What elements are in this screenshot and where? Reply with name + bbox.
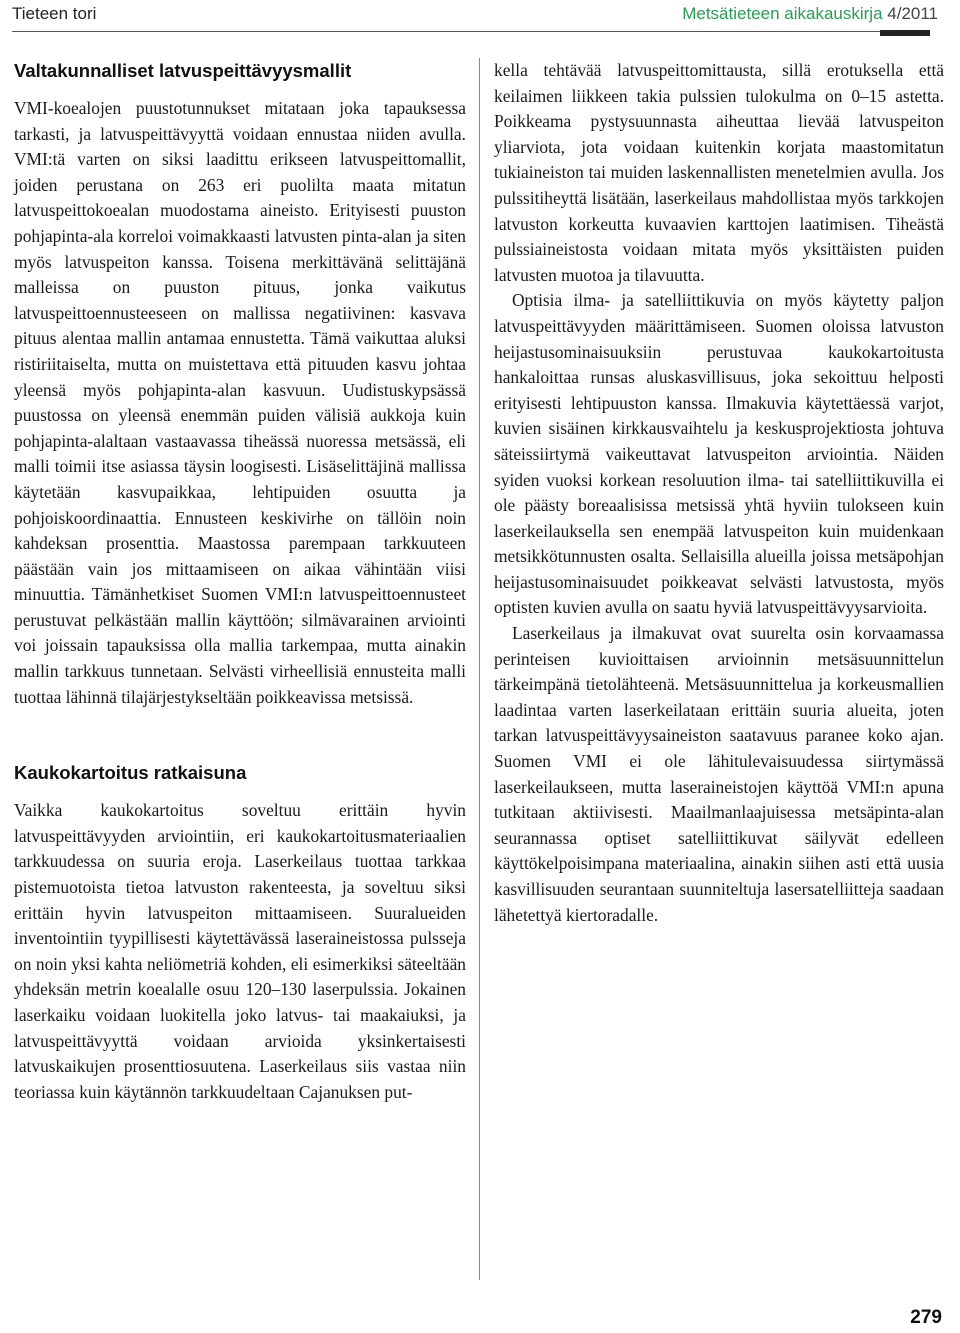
journal-issue: 4/2011: [887, 4, 938, 23]
page-number: 279: [910, 1307, 942, 1328]
column-divider: [479, 58, 480, 1280]
header-bar: [880, 30, 930, 36]
section-title: Tieteen tori: [12, 4, 97, 23]
section-heading-2: Kaukokartoitus ratkaisuna: [14, 762, 247, 784]
right-paragraph-2: Optisia ilma- ja satelliittikuvia on myös käytetty paljon latvuspeittävyyden määrittämiseen. Suomen oloissa latvuston heijastusominaisuuksiin perustuvaa kaukokartoitusta hankaloittaa runsas aluskasvillisuus, joka sekoittuu helposti erityisesti lehtipuuston kanssa. Ilmakuvia käytettäessä varjot, kuvien sisäinen kirkkausvaihtelu ja keskusprojektiosta johtuva säteissiirtymä vaikeuttavat latvuspeiton arviointia. Näiden syiden vuoksi korkean resoluution ilma- tai satelliittikuvilla ei ole päästy boreaalisissa metsissä yhtä hyviin tulokseen kuin laserkeilauksella sen enempää latvuspeiton kuin muidenkaan metsikkötunnusten osalta. Sellaisilla alueilla joissa metsäpohjan heijastusominaisuudet poikkeavat selvästi latvustosta, myös optisten kuvien avulla on saatu hyviä latvuspeittävyysarvioita.: [494, 290, 944, 618]
journal-info: [682, 4, 938, 24]
left-paragraph-1: VMI-koealojen puustotunnukset mitataan joka tapauksessa tarkasti, ja latvuspeittävyyttä voidaan ennustaa niiden avulla. VMI:tä varten on siksi laadittu erikseen latvuspeittomallit, joiden perustana on 263 eri puolilta maata mitatun latvuspeittokoealan muodostama aineisto. Erityisesti puuston pohjapinta-ala korreloi voimakkaasti latvusten pinta-alan ja siten myös latvuspeiton kanssa. Toisena merkittävänä selittäjänä malleissa on puuston pituus, jonka vaikutus latvuspeittoennusteeseen on mallissa negatiivinen: kasvava pituus alentaa mallin antamaa ennustetta. Tämä vaikuttaa aluksi ristiriitaiselta, mutta on muistettava että pituuden kasvu johtaa yleensä myös pohjapinta-alan kasvuun. Uudistuskypsässä puustossa on yleensä enemmän puiden välisiä aukkoja kuin pohjapinta-alaltaan vastaavassa tiheässä nuoressa metsässä, eli malli toimii itse asiassa täysin loogisesti. Lisäselittäjinä mallissa käytetään kasvupaikkaa, lehtipuiden osuutta ja pohjoiskoordinaattia. Ennusteen keskivirhe on tällöin noin kahdeksan prosenttia. Maastossa parempaan tarkkuuteen päästään vain jos mittaamiseen on aikaa vähintään viisi minuuttia. Tämänhetkiset Suomen VMI:n latvuspeittoennusteet perustuvat pelkästään mallin käyttöön; silmävarainen arviointi voi joissain tapauksissa olla mallia tarkempaa, mutta ainakin mallin tarkkuus tunnetaan. Selvästi virheellisiä ennusteita malli tuottaa lähinnä tilajärjestykseltään poikkeavissa metsissä.: [14, 98, 466, 707]
page-header: [0, 0, 960, 36]
left-paragraph-2: Vaikka kaukokartoitus soveltuu erittäin hyvin latvuspeittävyyden arviointiin, eri kaukokartoitusmateriaalien tarkkuudessa on suuria eroja. Laserkeilaus tuottaa tarkkaa pistemuotoista tietoa latvuston rakenteesta, ja soveltuu siksi erittäin hyvin latvuspeiton mittaamiseen. Suuralueiden inventointiin tyypillisesti käytettävässä laseraineistossa pulsseja on noin yksi kahta neliömetriä kohden, eli esimerkiksi säteeltään yhdeksän metrin koealalle osuu 120–130 laserpulssia. Jokainen laserkaiku voidaan luokitella joko latvus- tai maakaiuksi, ja latvuspeittävyyttä voidaan arvioida yksinkertaisesti latvuskaikujen prosenttiosuutena. Laserkeilaus siis vastaa niin teoriassa kuin käytännön tarkkuudeltaan Cajanuksen put-: [14, 800, 466, 1102]
right-paragraph-3: Laserkeilaus ja ilmakuvat ovat suurelta osin korvaamassa perinteisen kuvioittaisen arvioinnin metsäsuunnittelun tärkeimpänä tietolähteenä. Metsäsuunnittelua ja korkeusmallien laadintaa varten laserkeilataan erittäin suuria alueita, joten tarkan latvuspeittävyysaineiston saatavuus paranee koko ajan. Suomen VMI ei ole lähitulevaisuudessa siirtymässä laserkeilaukseen, mutta laseraineistojen käyttöä VMI:n apuna tutkitaan aktiivisesti. Maailmanlaajuisessa metsäpinta-alan seurannassa optiset satelliittikuvat säilyvät edelleen käyttökelpoisimpana materiaalina, ainakin siihen asti että uusia kasvillisuuden seurantaan suunniteltuja lasersatelliitteja saadaan lähetettyä kiertoradalle.: [494, 623, 944, 925]
section-heading-1: Valtakunnalliset latvuspeittävyysmallit: [14, 60, 352, 81]
left-column: [14, 58, 466, 1105]
right-column: [494, 58, 944, 928]
header-rule: [12, 31, 930, 32]
journal-name: Metsätieteen aikakauskirja: [682, 4, 883, 23]
right-paragraph-1: kella tehtävää latvuspeittomittausta, sillä erotuksella että keilaimen liikkeen takia pulssien tulokulma on 0–15 astetta. Poikkeama pystysuunnasta aiheuttaa lievää latvuspeiton yliarviota, jota voidaan kuitenkin korjata maastomitatun tukiaineiston tai muiden laskennallisten menetelmien avulla. Jos pulssitiheyttä lisätään, laserkeilaus mahdollistaa myös tarkkojen latvuston korkeutta kuvaavien karttojen laatimisen. Tiheästä pulssiaineistosta voidaan mitata myös yksittäisten puiden latvusten muotoa ja tilavuutta.: [494, 60, 944, 285]
